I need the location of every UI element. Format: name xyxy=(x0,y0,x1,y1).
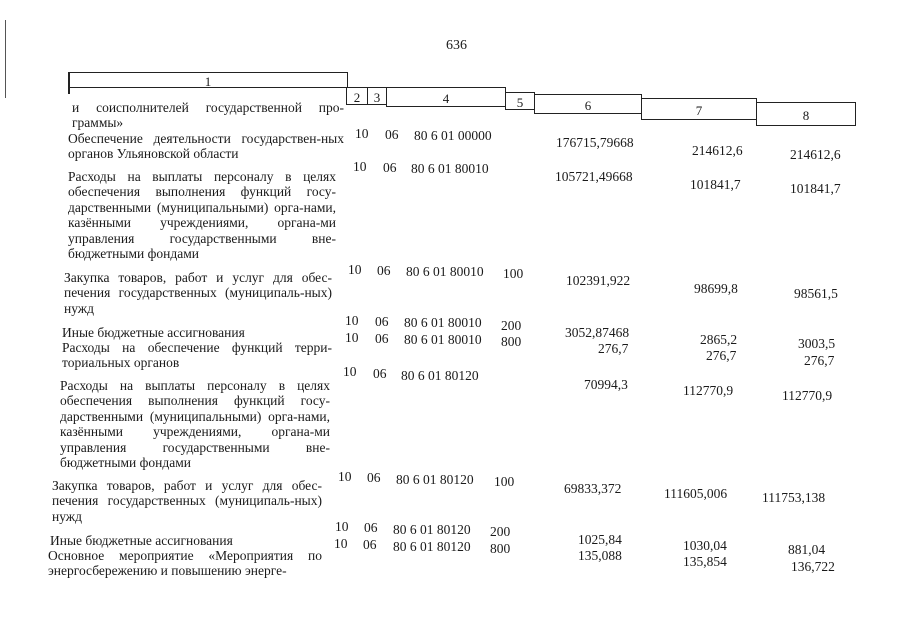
row-col-2: 10 xyxy=(335,519,349,534)
row-col-5: 200 xyxy=(501,318,522,333)
row-col-7: 98699,8 xyxy=(694,281,738,296)
row-col-2: 10 xyxy=(338,469,352,484)
row-col-8: 136,722 xyxy=(791,559,835,574)
row-col-7: 112770,9 xyxy=(683,383,734,398)
row-col-7: 135,854 xyxy=(683,554,727,569)
row-col-6: 102391,922 xyxy=(566,273,631,288)
row-description: Закупка товаров, работ и услуг для обес-печения государственных (муниципаль-ных) нужд xyxy=(64,270,332,316)
row-description: Основное мероприятие «Мероприятия по энергосбережению и повышению энерге- xyxy=(48,548,322,579)
row-col-7: 101841,7 xyxy=(690,177,741,192)
row-col-8: 3003,5 xyxy=(798,336,836,351)
row-col-4: 80 6 01 80010 xyxy=(404,315,482,330)
row-col-6: 69833,372 xyxy=(564,481,622,496)
header-col-2: 2 xyxy=(346,87,368,105)
row-col-3: 06 xyxy=(383,160,397,175)
row-col-7: 276,7 xyxy=(706,348,737,363)
row-col-3: 06 xyxy=(385,127,399,142)
row-description: Закупка товаров, работ и услуг для обес-печения государственных (муниципаль-ных) нужд xyxy=(52,478,322,524)
row-col-3: 06 xyxy=(375,314,389,329)
header-col-7: 7 xyxy=(641,98,757,120)
row-col-3: 06 xyxy=(364,520,378,535)
row-col-4: 80 6 01 00000 xyxy=(414,128,492,143)
row-col-4: 80 6 01 80120 xyxy=(393,522,471,537)
row-col-2: 10 xyxy=(353,159,367,174)
row-col-8: 101841,7 xyxy=(790,181,841,196)
header-col-8: 8 xyxy=(756,102,856,126)
row-col-7: 1030,04 xyxy=(683,538,727,553)
row-col-6: 1025,84 xyxy=(578,532,622,547)
row-col-7: 111605,006 xyxy=(664,486,728,501)
row-col-3: 06 xyxy=(363,537,377,552)
row-col-8: 276,7 xyxy=(804,353,835,368)
header-col-4: 4 xyxy=(386,87,506,107)
row-col-5: 100 xyxy=(503,266,524,281)
header-col-6: 6 xyxy=(534,94,642,114)
row-col-6: 3052,87468 xyxy=(565,325,630,340)
row-col-8: 111753,138 xyxy=(762,490,826,505)
row-col-7: 2865,2 xyxy=(700,332,738,347)
row-col-8: 98561,5 xyxy=(794,286,838,301)
header-col-3: 3 xyxy=(367,87,387,105)
row-col-4: 80 6 01 80120 xyxy=(396,472,474,487)
row-col-3: 06 xyxy=(373,366,387,381)
row-description: Обеспечение деятельности государствен-ных органов Ульяновской области xyxy=(68,131,344,162)
row-col-2: 10 xyxy=(334,536,348,551)
row-col-8: 881,04 xyxy=(788,542,826,557)
row-col-6: 276,7 xyxy=(598,341,629,356)
row-col-3: 06 xyxy=(377,263,391,278)
row-col-3: 06 xyxy=(375,331,389,346)
header-col-1: 1 xyxy=(68,72,348,88)
row-col-2: 10 xyxy=(345,313,359,328)
row-description: Расходы на обеспечение функций терри-ториальных органов xyxy=(62,340,332,371)
row-description: Расходы на выплаты персоналу в целях обеспечения выполнения функций госу-дарственными (муниципальными) орга-нами, казёнными учреждениями, органа-ми управления государственными вне-бюджетными фондами xyxy=(68,169,336,262)
row-col-3: 06 xyxy=(367,470,381,485)
row-col-8: 112770,9 xyxy=(782,388,833,403)
row-description: Иные бюджетные ассигнования xyxy=(50,533,233,548)
row-col-6: 176715,79668 xyxy=(556,135,634,150)
row-description: и соисполнителей государственной про-граммы» xyxy=(72,100,344,131)
row-col-4: 80 6 01 80010 xyxy=(411,161,489,176)
row-col-4: 80 6 01 80010 xyxy=(404,332,482,347)
header-col-5: 5 xyxy=(505,92,535,110)
row-col-2: 10 xyxy=(355,126,369,141)
page-number: 636 xyxy=(446,38,467,53)
row-col-7: 214612,6 xyxy=(692,143,743,158)
row-col-2: 10 xyxy=(348,262,362,277)
row-col-4: 80 6 01 80010 xyxy=(406,264,484,279)
row-col-2: 10 xyxy=(345,330,359,345)
row-col-5: 100 xyxy=(494,474,515,489)
row-description: Иные бюджетные ассигнования xyxy=(62,325,245,340)
row-col-4: 80 6 01 80120 xyxy=(393,539,471,554)
row-col-5: 800 xyxy=(490,541,511,556)
row-col-6: 135,088 xyxy=(578,548,622,563)
row-col-6: 70994,3 xyxy=(584,377,628,392)
row-col-5: 200 xyxy=(490,524,511,539)
row-col-5: 800 xyxy=(501,334,522,349)
row-col-8: 214612,6 xyxy=(790,147,841,162)
row-col-4: 80 6 01 80120 xyxy=(401,368,479,383)
row-description: Расходы на выплаты персоналу в целях обеспечения выполнения функций госу-дарственными (муниципальными) орга-нами, казёнными учреждениями, органа-ми управления государственными вне-бюджетными фондами xyxy=(60,378,330,471)
row-col-6: 105721,49668 xyxy=(555,169,633,184)
row-col-2: 10 xyxy=(343,364,357,379)
